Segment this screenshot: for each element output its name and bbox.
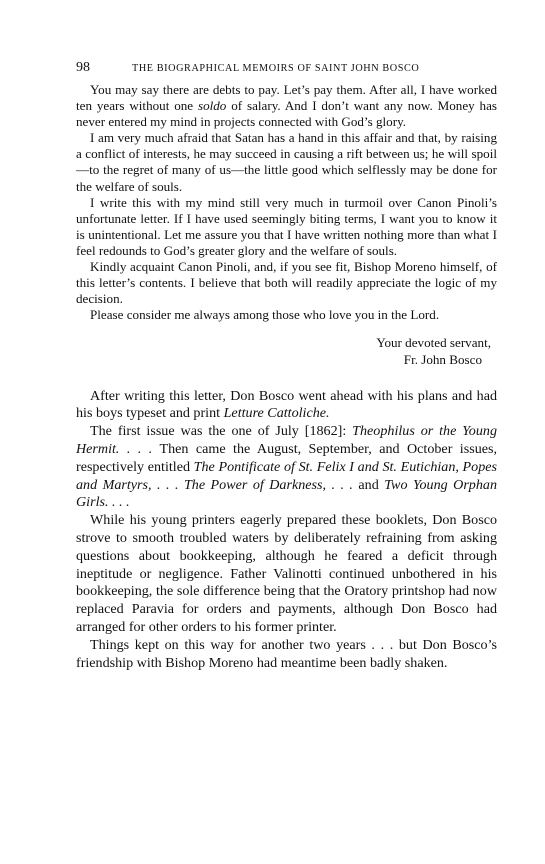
letter-signoff	[76, 335, 497, 367]
narrative-text	[76, 388, 497, 673]
narrative-paragraph-1: After writing this letter, Don Bosco went ahead with his plans and had his boys typeset and print Letture Cattoliche.	[76, 387, 497, 422]
letter-paragraph-5: Please consider me always among those who love you in the Lord.	[90, 307, 440, 323]
signature: Fr. John Bosco	[403, 351, 482, 367]
page-number: 98	[76, 60, 90, 75]
closing-line: Your devoted servant,	[376, 335, 491, 351]
narrative-paragraph-3: While his young printers eagerly prepared these booklets, Don Bosco strove to smooth troubled waters by deliberately refraining from asking questions about bookkeeping, although he feared a deficit through ineptitude or negligence. Father Valinotti continued unbothered in his bookkeeping, the sole difference being that the Oratory printshop had now replaced Paravia for orders and payments, although Don Bosco had arranged for other orders to his former printer.	[76, 512, 497, 635]
narrative-paragraph-4: Things kept on this way for another two years . . . but Don Bosco’s friendship with Bishop Moreno had meantime been badly shaken.	[76, 636, 497, 671]
letter-text	[76, 82, 497, 368]
page-header	[76, 60, 497, 80]
running-head: THE BIOGRAPHICAL MEMOIRS OF SAINT JOHN BOSCO	[132, 63, 420, 74]
letter-paragraph-1: You may say there are debts to pay. Let’s pay them. After all, I have worked ten years without one soldo of salary. And I don’t want any now. Money has never entered my mind in projects connected with God’s glory.	[76, 82, 498, 130]
letter-paragraph-4: Kindly acquaint Canon Pinoli, and, if you see fit, Bishop Moreno himself, of this letter’s contents. I believe that both will readily appreciate the logic of my decision.	[76, 259, 497, 307]
narrative-paragraph-2: The first issue was the one of July [1862]: Theophilus or the Young Hermit. . . . Then came the August, September, and October issues, respectively entitled The Pontificate of St. Felix I and St. Eutichian, Popes and Martyrs, . . . The Power of Darkness, . . . and Two Young Orphan Girls. . . .	[76, 423, 498, 511]
letter-paragraph-3: I write this with my mind still very much in turmoil over Canon Pinoli’s unfortunate letter. If I have used seemingly biting terms, I want you to know it is unintentional. Let me assure you that I have written nothing more than what I feel redounds to God’s greater glory and the welfare of souls.	[76, 194, 497, 258]
letter-paragraph-2: I am very much afraid that Satan has a hand in this affair and that, by raising a conflict of interests, he may succeed in causing a rift between us; he will spoil—to the regret of many of us—the little good which selflessly may be done for the welfare of souls.	[76, 130, 497, 194]
